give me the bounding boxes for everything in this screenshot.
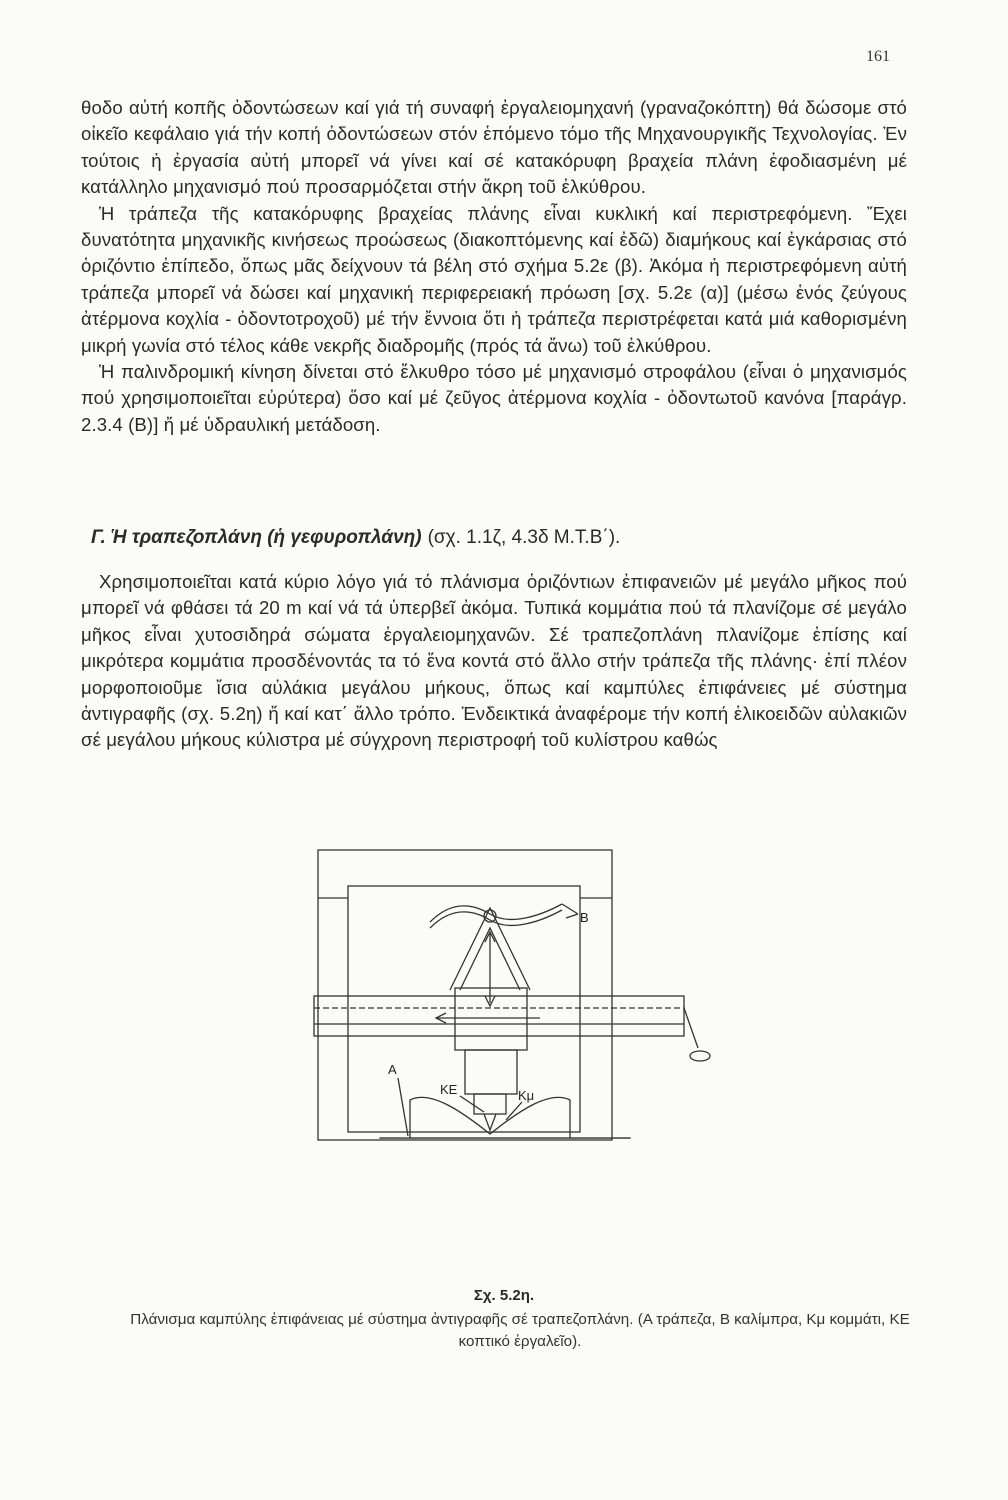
leader-km (506, 1102, 522, 1120)
section-reference: (σχ. 1.1ζ, 4.3δ Μ.Τ.Β΄). (427, 527, 621, 548)
paragraph-1: θοδο αὐτή κοπῆς ὀδοντώσεων καί γιά τή συναφή ἐργαλειομηχανή (γραναζοκόπτη) θά δώσομε στό οἰκεῖο κεφάλαιο γιά τήν κοπή ὀδοντώσεων στόν ἑπόμενο τόμο τῆς Μηχανουργικῆς Τεχνολογίας. Ἐν τούτοις ἡ ἐργασία αὐτή μπορεῖ νά γίνει καί σέ κατακόρυφη βραχεία πλάνη ἐφοδιασμένη μέ κατάλληλο μηχανισμό πού προσαρμόζεται στήν ἄκρη τοῦ ἐλκύθρου. (81, 97, 907, 198)
paragraph-2: Ἡ τράπεζα τῆς κατακόρυφης βραχείας πλάνης εἶναι κυκλική καί περιστρεφόμενη. Ἔχει δυνατότητα μηχανικῆς κινήσεως προώσεως (διακοπτόμενης καί ἐδῶ) διαμήκους καί ἐγκάρσιας στό ὁριζόντιο ἐπίπεδο, ὅπως μᾶς δείχνουν τά βέλη στό σχήμα 5.2ε (β). Ἀκόμα ἡ περιστρεφόμενη αὐτή τράπεζα μπορεῖ νά δώσει καί μηχανική περιφερειακή πρόωση [σχ. 5.2ε (α)] (μέσω ἑνός ζεύγους ἀτέρμονα κοχλία - ὀδοντοτροχοῦ) μέ τήν ἔννοια ὅτι ἡ τράπεζα περιστρέφεται κατά μιά καθορισμένη μικρή γωνία στό τέλος κάθε νεκρῆς διαδρομῆς (πρός τά ἄνω) τοῦ ἐλκύθρου. (81, 202, 907, 356)
frame-outline (318, 850, 612, 1140)
caption-title: Σχ. 5.2η. (473, 1287, 535, 1304)
tool-slide (465, 1050, 517, 1094)
frame-inner (348, 886, 580, 1132)
paragraph-3: Ἡ παλινδρομική κίνηση δίνεται στό ἔλκυθρο τόσο μέ μηχανισμό στροφάλου (εἶναι ὁ μηχανισμός πού χρησιμοποιεῖται εὐρύτερα) ὅσο καί μέ ζεῦγος ἀτέρμονα κοχλία - ὀδοντωτοῦ κανόνα [παράγρ. 2.3.4 (Β)] ἤ μέ ὑδραυλική μετάδοση. (81, 361, 907, 435)
label-a: A (388, 1062, 397, 1077)
cross-rail (314, 996, 684, 1036)
figure-planer-diagram (300, 838, 740, 1143)
body-text-section (81, 569, 907, 754)
body-text-top (81, 95, 907, 438)
label-ke: ΚΕ (440, 1082, 458, 1097)
section-title: Γ. Ἡ τραπεζοπλάνη (ἡ γεφυροπλάνη) (91, 527, 422, 548)
leader-ke (460, 1096, 484, 1112)
page-number: 161 (866, 48, 890, 65)
section-heading (91, 527, 620, 549)
cutting-tool (484, 1114, 496, 1130)
caption-text: Πλάνισμα καμπύλης ἐπιφάνειας μέ σύστημα ἀντιγραφῆς σέ τραπεζοπλάνη. (Α τράπεζα, Β καλίμπρα, Κμ κομμάτι, ΚΕ κοπτικό ἐργαλεῖο). (130, 1311, 910, 1350)
tool-head (455, 988, 527, 1050)
label-km: Κμ (518, 1088, 535, 1103)
label-b: B (580, 910, 589, 925)
planer-drawing (300, 838, 740, 1143)
leader-a (398, 1078, 408, 1136)
paragraph-4: Χρησιμοποιεῖται κατά κύριο λόγο γιά τό πλάνισμα ὁριζόντιων ἐπιφανειῶν μέ μεγάλο μῆκος πού μπορεῖ νά φθάσει τά 20 m καί νά τά ὑπερβεῖ ἀκόμα. Τυπικά κομμάτια πού τά πλανίζομε σέ μεγάλο μῆκος εἶναι χυτοσιδηρά σώματα ἐργαλειομηχανῶν. Σέ τραπεζοπλάνη πλανίζομε ἐπίσης καί μικρότερα κομμάτια προσδένοντάς τα τό ἕνα κοντά στό ἄλλο στήν τράπεζα τῆς πλάνης· ἐπί πλέον μορφοποιοῦμε ἴσια αὐλάκια μεγάλου μήκους, ὅπως καί καμπύλες ἐπιφάνειες μέ σύστημα ἀντιγραφῆς (σχ. 5.2η) ἤ καί κατ΄ ἄλλο τρόπο. Ἐνδεικτικά ἀναφέρομε τήν κοπή ἑλικοειδῶν αὐλακιῶν σέ μεγάλου μήκους κύλιστρα μέ σύγχρονη περιστροφή τοῦ κυλίστρου καθώς (81, 571, 907, 751)
hand-wheel (690, 1051, 710, 1061)
